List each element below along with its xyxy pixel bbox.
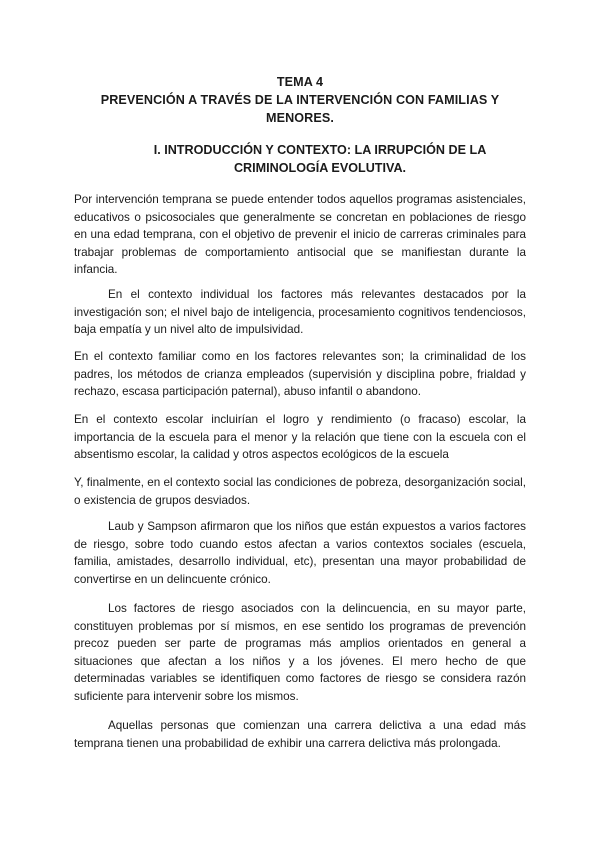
paragraph-individual: En el contexto individual los factores más relevantes destacados por la investigación son; el nivel bajo de inteligencia, procesamiento cognitivos tendenciosos, baja empatía y un nivel alto de impulsividad. [74,288,526,337]
document-title: PREVENCIÓN A TRAVÉS DE LA INTERVENCIÓN CON FAMILIAS Y MENORES. [100,93,500,125]
tema-label: TEMA 4 [276,75,324,89]
paragraph-familiar: En el contexto familiar como en los factores relevantes son; la criminalidad de los padres, los métodos de crianza empleados (supervisión y disciplina pobre, frialdad y rechazo, escasa participación paternal), abuso infantil o abandono. [74,350,526,399]
paragraph-factores-riesgo: Los factores de riesgo asociados con la delincuencia, en su mayor parte, constituyen problemas por sí mismos, en ese sentido los programas de prevención precoz pueden ser parte de programas más amplios orientados en general a situaciones que afectan a los niños y a los jóvenes. El mero hecho de que determinadas variables se identifiquen como factores de riesgo se considera razón suficiente para intervenir sobre los mismos. [74,602,526,703]
section-heading: I. INTRODUCCIÓN Y CONTEXTO: LA IRRUPCIÓN DE LA CRIMINOLOGÍA EVOLUTIVA. [153,143,487,175]
paragraph-social: Y, finalmente, en el contexto social las condiciones de pobreza, desorganización social, o existencia de grupos desviados. [74,476,526,507]
paragraph-carrera-delictiva: Aquellas personas que comienzan una carrera delictiva a una edad más temprana tienen una probabilidad de exhibir una carrera delictiva más prolongada. [74,719,526,750]
title-block [75,73,525,127]
paragraph-laub-sampson: Laub y Sampson afirmaron que los niños que están expuestos a varios factores de riesgo, sobre todo cuando estos afectan a varios contextos sociales (escuela, familia, amistades, desarrollo individual, etc), presentan una mayor probabilidad de convertirse en un delincuente crónico. [74,520,526,586]
paragraph-escolar: En el contexto escolar incluirían el logro y rendimiento (o fracaso) escolar, la importancia de la escuela para el menor y la relación que tiene con la escuela con el absentismo escolar, la calidad y otros aspectos ecológicos de la escuela [74,413,526,462]
paragraph-intro: Por intervención temprana se puede entender todos aquellos programas asistenciales, educativos o psicosociales que generalmente se concretan en poblaciones de riesgo en una edad temprana, con el objetivo de prevenir el inicio de carreras criminales para trabajar problemas de comportamiento antisocial que se manifiestan durante la infancia. [74,193,526,277]
